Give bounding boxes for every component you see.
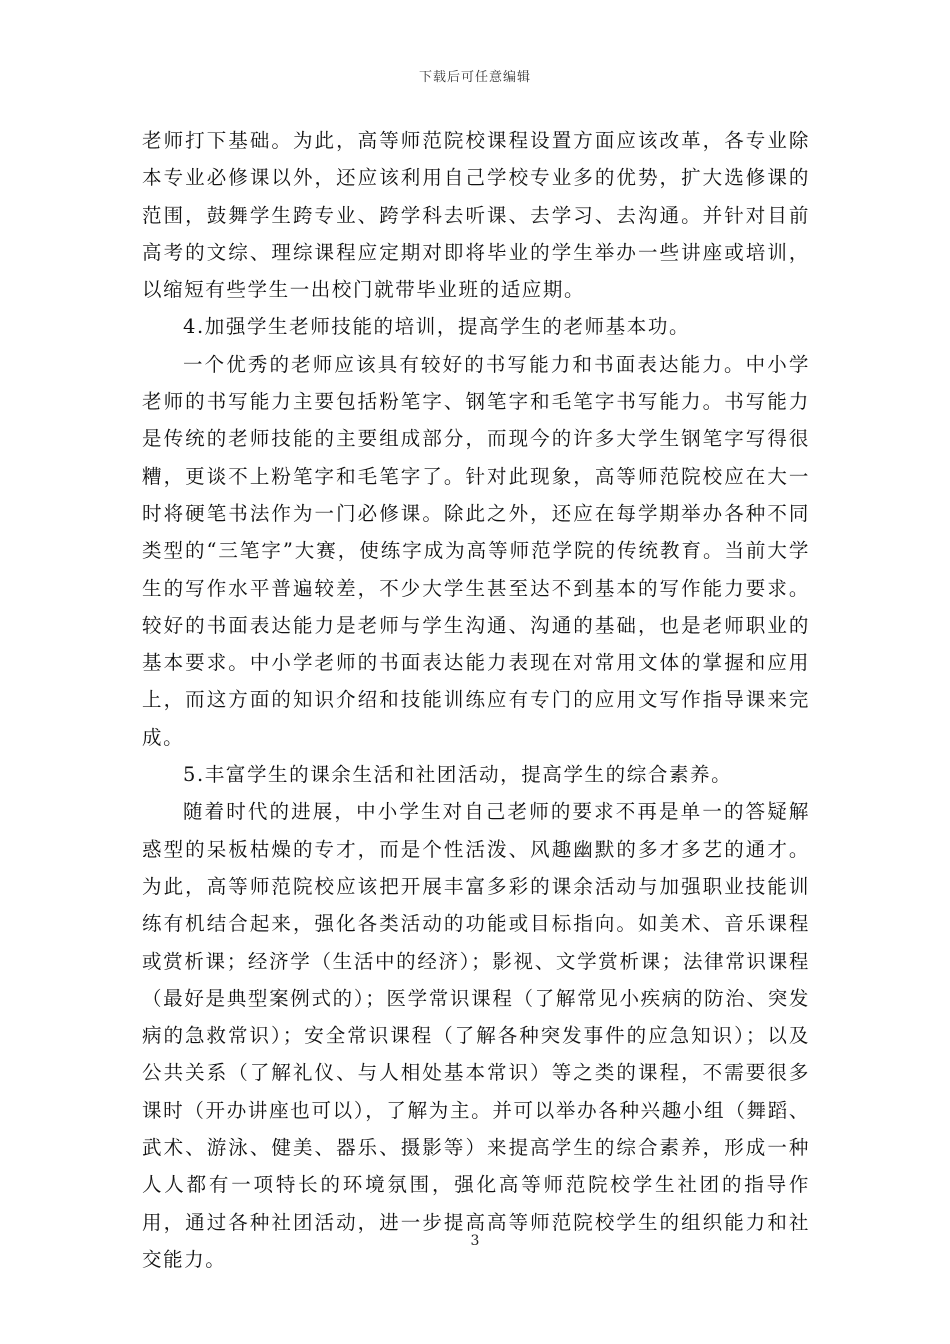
page-header: 下载后可任意编辑 <box>418 70 531 85</box>
document-body <box>142 122 810 1278</box>
section-heading-5: 5.丰富学生的课余生活和社团活动，提高学生的综合素养。 <box>182 763 733 787</box>
page-number: 3 <box>470 1233 480 1249</box>
paragraph-writing-skills: 一个优秀的老师应该具有较好的书写能力和书面表达能力。中小学老师的书写能力主要包括粉笔字、钢笔字和毛笔字书写能力。书写能力是传统的老师技能的主要组成部分，而现今的许多大学生钢笔字写得很糟，更谈不上粉笔字和毛笔字了。针对此现象，高等师范院校应在大一时将硬笔书法作为一门必修课。除此之外，还应在每学期举办各种不同类型的“三笔字”大赛，使练字成为高等师范学院的传统教育。当前大学生的写作水平普遍较差，不少大学生甚至达不到基本的写作能力要求。较好的书面表达能力是老师与学生沟通、沟通的基础，也是老师职业的基本要求。中小学老师的书面表达能力表现在对常用文体的掌握和应用上，而这方面的知识介绍和技能训练应有专门的应用文写作指导课来完成。 <box>142 352 810 749</box>
paragraph-continuation: 老师打下基础。为此，高等师范院校课程设置方面应该改革，各专业除本专业必修课以外，还应该利用自己学校专业多的优势，扩大选修课的范围，鼓舞学生跨专业、跨学科去听课、去学习、去沟通。并针对目前高考的文综、理综课程应定期对即将毕业的学生举办一些讲座或培训，以缩短有些学生一出校门就带毕业班的适应期。 <box>142 129 810 302</box>
section-heading-4: 4.加强学生老师技能的培训，提高学生的老师基本功。 <box>182 315 691 339</box>
paragraph-extracurricular: 随着时代的进展，中小学生对自己老师的要求不再是单一的答疑解惑型的呆板枯燥的专才，而是个性活泼、风趣幽默的多才多艺的通才。为此，高等师范院校应该把开展丰富多彩的课余活动与加强职业技能训练有机结合起来，强化各类活动的功能或目标指向。如美术、音乐课程或赏析课；经济学（生活中的经济）；影视、文学赏析课；法律常识课程（最好是典型案例式的）；医学常识课程（了解常见小疾病的防治、突发病的急救常识）；安全常识课程（了解各种突发事件的应急知识）；以及公共关系（了解礼仪、与人相处基本常识）等之类的课程，不需要很多课时（开办讲座也可以），了解为主。并可以举办各种兴趣小组（舞蹈、武术、游泳、健美、器乐、摄影等）来提高学生的综合素养，形成一种人人都有一项特长的环境氛围，强化高等师范院校学生社团的指导作用，通过各种社团活动，进一步提高高等师范院校学生的组织能力和社交能力。 <box>142 800 810 1271</box>
